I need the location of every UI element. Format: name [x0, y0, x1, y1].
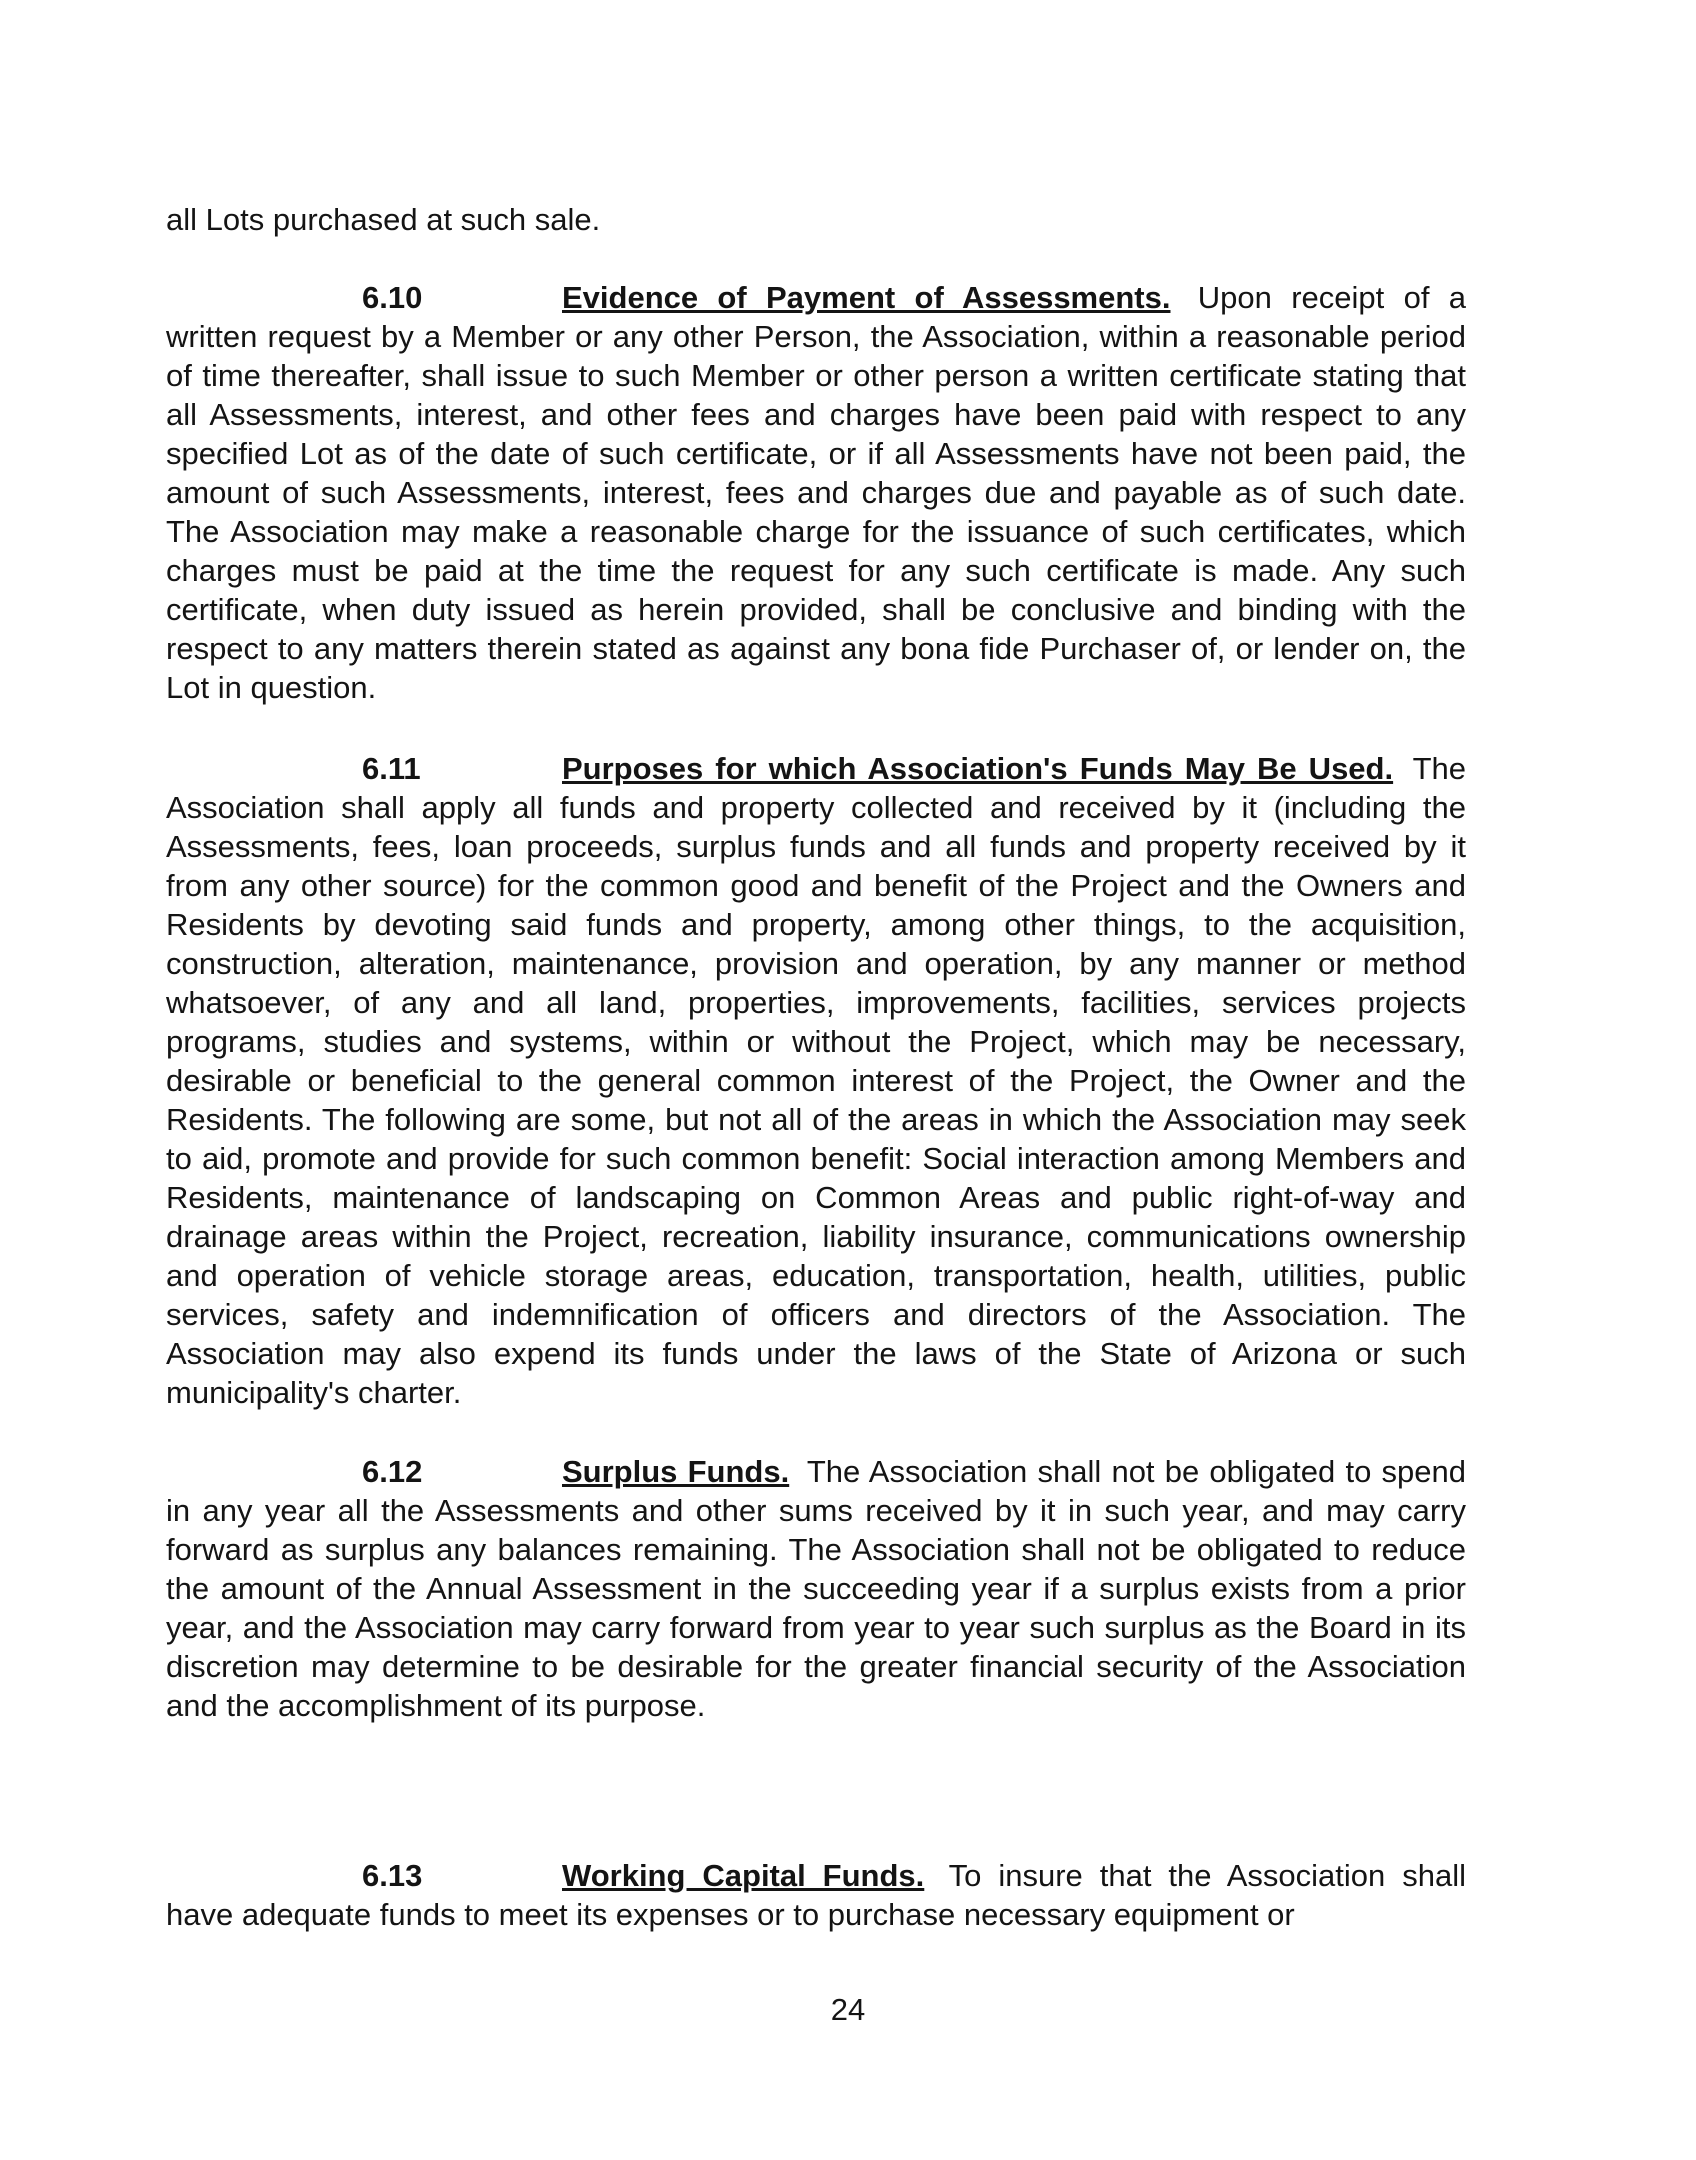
section-number: 6.10 [362, 280, 423, 315]
section-6-13 [166, 1856, 1466, 1934]
section-6-12 [166, 1452, 1466, 1725]
section-body: Upon receipt of a written request by a Member or any other Person, the Association, within a reasonable period of time thereafter, shall issue to such Member or other person a written certificate stating that all Assessments, interest, and other fees and charges have been paid with respect to any specified Lot as of the date of such certificate, or if all Assessments have not been paid, the amount of such Assessments, interest, fees and charges due and payable as of such date. The Association may make a reasonable charge for the issuance of such certificates, which charges must be paid at the time the request for any such certificate is made. Any such certificate, when duty issued as herein provided, shall be conclusive and binding with the respect to any matters therein stated as against any bona fide Purchaser of, or lender on, the Lot in question. [166, 280, 1466, 705]
section-title: Working Capital Funds. [562, 1858, 925, 1893]
lead-line-text: all Lots purchased at such sale. [166, 202, 601, 237]
lead-line [166, 200, 1466, 239]
section-number: 6.12 [362, 1454, 423, 1489]
section-number: 6.11 [362, 751, 421, 786]
section-body: To insure that the Association shall have adequate funds to meet its expenses or to purchase necessary equipment or [166, 1858, 1466, 1932]
section-title: Evidence of Payment of Assessments. [562, 280, 1171, 315]
section-title: Purposes for which Association's Funds May Be Used. [562, 751, 1394, 786]
section-body: The Association shall apply all funds and property collected and received by it (including the Assessments, fees, loan proceeds, surplus funds and all funds and property received by it from any other source) for the common good and benefit of the Project and the Owners and Residents by devoting said funds and property, among other things, to the acquisition, construction, alteration, maintenance, provision and operation, by any manner or method whatsoever, of any and all land, properties, improvements, facilities, services projects programs, studies and systems, within or without the Project, which may be necessary, desirable or beneficial to the general common interest of the Project, the Owner and the Residents. The following are some, but not all of the areas in which the Association may seek to aid, promote and provide for such common benefit: Social interaction among Members and Residents, maintenance of landscaping on Common Areas and public right-of-way and drainage areas within the Project, recreation, liability insurance, communications ownership and operation of vehicle storage areas, education, transportation, health, utilities, public services, safety and indemnification of officers and directors of the Association. The Association may also expend its funds under the laws of the State of Arizona or such municipality's charter. [166, 751, 1466, 1410]
section-6-10 [166, 278, 1466, 707]
section-title: Surplus Funds. [562, 1454, 790, 1489]
section-6-11 [166, 749, 1466, 1412]
section-body: The Association shall not be obligated to spend in any year all the Assessments and other sums received by it in such year, and may carry forward as surplus any balances remaining. The Association shall not be obligated to reduce the amount of the Annual Assessment in the succeeding year if a surplus exists from a prior year, and the Association may carry forward from year to year such surplus as the Board in its discretion may determine to be desirable for the greater financial security of the Association and the accomplishment of its purpose. [166, 1454, 1466, 1723]
page-number: 24 [830, 1992, 866, 2027]
section-number: 6.13 [362, 1858, 423, 1893]
